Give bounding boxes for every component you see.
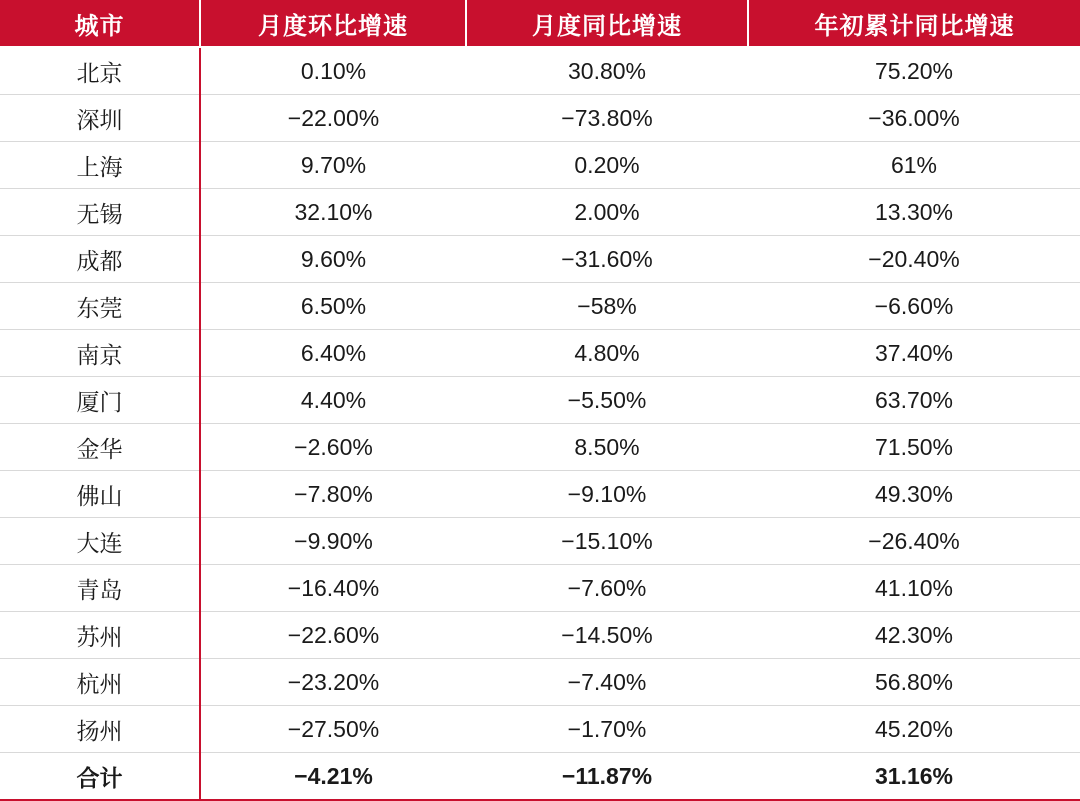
cell-mom: −22.00% bbox=[200, 95, 466, 142]
cell-yoy: −31.60% bbox=[466, 236, 748, 283]
cell-yoy: 2.00% bbox=[466, 189, 748, 236]
table-row bbox=[0, 471, 1080, 518]
cell-mom: −7.80% bbox=[200, 471, 466, 518]
cell-city: 东莞 bbox=[0, 283, 200, 330]
cell-yoy: −14.50% bbox=[466, 612, 748, 659]
cell-ytd: 49.30% bbox=[748, 471, 1080, 518]
cell-ytd: −20.40% bbox=[748, 236, 1080, 283]
column-header-city: 城市 bbox=[0, 0, 200, 47]
cell-yoy: −58% bbox=[466, 283, 748, 330]
cell-city: 金华 bbox=[0, 424, 200, 471]
column-header-ytd-growth: 年初累计同比增速 bbox=[748, 0, 1080, 47]
cell-city: 无锡 bbox=[0, 189, 200, 236]
cell-ytd: 13.30% bbox=[748, 189, 1080, 236]
cell-yoy: 0.20% bbox=[466, 142, 748, 189]
cell-ytd: 63.70% bbox=[748, 377, 1080, 424]
table-row bbox=[0, 95, 1080, 142]
cell-city: 南京 bbox=[0, 330, 200, 377]
cell-mom: −4.21% bbox=[200, 753, 466, 801]
cell-city: 合计 bbox=[0, 753, 200, 801]
cell-city: 厦门 bbox=[0, 377, 200, 424]
cell-mom: −2.60% bbox=[200, 424, 466, 471]
table-row bbox=[0, 47, 1080, 95]
cell-yoy: −9.10% bbox=[466, 471, 748, 518]
cell-yoy: −11.87% bbox=[466, 753, 748, 801]
cell-mom: 4.40% bbox=[200, 377, 466, 424]
table-row bbox=[0, 377, 1080, 424]
cell-ytd: −26.40% bbox=[748, 518, 1080, 565]
cell-yoy: 30.80% bbox=[466, 47, 748, 95]
cell-ytd: 42.30% bbox=[748, 612, 1080, 659]
cell-ytd: 56.80% bbox=[748, 659, 1080, 706]
cell-mom: 9.70% bbox=[200, 142, 466, 189]
table-row bbox=[0, 283, 1080, 330]
cell-city: 上海 bbox=[0, 142, 200, 189]
cell-city: 苏州 bbox=[0, 612, 200, 659]
cell-city: 杭州 bbox=[0, 659, 200, 706]
cell-yoy: 4.80% bbox=[466, 330, 748, 377]
table-row-total bbox=[0, 753, 1080, 801]
cell-city: 佛山 bbox=[0, 471, 200, 518]
column-header-mom-growth: 月度环比增速 bbox=[200, 0, 466, 47]
table-row bbox=[0, 518, 1080, 565]
cell-yoy: −7.60% bbox=[466, 565, 748, 612]
cell-ytd: −36.00% bbox=[748, 95, 1080, 142]
cell-yoy: −15.10% bbox=[466, 518, 748, 565]
cell-yoy: 8.50% bbox=[466, 424, 748, 471]
cell-mom: −9.90% bbox=[200, 518, 466, 565]
table-row bbox=[0, 424, 1080, 471]
cell-city: 深圳 bbox=[0, 95, 200, 142]
table-body bbox=[0, 47, 1080, 800]
table-header bbox=[0, 0, 1080, 47]
cell-ytd: 41.10% bbox=[748, 565, 1080, 612]
cell-ytd: 31.16% bbox=[748, 753, 1080, 801]
table-header-row bbox=[0, 0, 1080, 47]
cell-mom: −16.40% bbox=[200, 565, 466, 612]
cell-ytd: −6.60% bbox=[748, 283, 1080, 330]
cell-mom: 32.10% bbox=[200, 189, 466, 236]
table-row bbox=[0, 236, 1080, 283]
cell-mom: 6.50% bbox=[200, 283, 466, 330]
cell-city: 青岛 bbox=[0, 565, 200, 612]
cell-mom: −27.50% bbox=[200, 706, 466, 753]
cell-ytd: 75.20% bbox=[748, 47, 1080, 95]
cell-yoy: −1.70% bbox=[466, 706, 748, 753]
table-row bbox=[0, 142, 1080, 189]
cell-mom: −22.60% bbox=[200, 612, 466, 659]
cell-mom: 9.60% bbox=[200, 236, 466, 283]
cell-city: 大连 bbox=[0, 518, 200, 565]
table-row bbox=[0, 189, 1080, 236]
table-row bbox=[0, 330, 1080, 377]
cell-ytd: 45.20% bbox=[748, 706, 1080, 753]
cell-ytd: 37.40% bbox=[748, 330, 1080, 377]
cell-yoy: −5.50% bbox=[466, 377, 748, 424]
column-header-yoy-growth: 月度同比增速 bbox=[466, 0, 748, 47]
table-row bbox=[0, 706, 1080, 753]
table-row bbox=[0, 659, 1080, 706]
cell-city: 扬州 bbox=[0, 706, 200, 753]
cell-mom: −23.20% bbox=[200, 659, 466, 706]
cell-yoy: −7.40% bbox=[466, 659, 748, 706]
cell-ytd: 61% bbox=[748, 142, 1080, 189]
table-row bbox=[0, 565, 1080, 612]
cell-ytd: 71.50% bbox=[748, 424, 1080, 471]
cell-city: 北京 bbox=[0, 47, 200, 95]
cell-city: 成都 bbox=[0, 236, 200, 283]
table-row bbox=[0, 612, 1080, 659]
cell-mom: 0.10% bbox=[200, 47, 466, 95]
cell-mom: 6.40% bbox=[200, 330, 466, 377]
cell-yoy: −73.80% bbox=[466, 95, 748, 142]
